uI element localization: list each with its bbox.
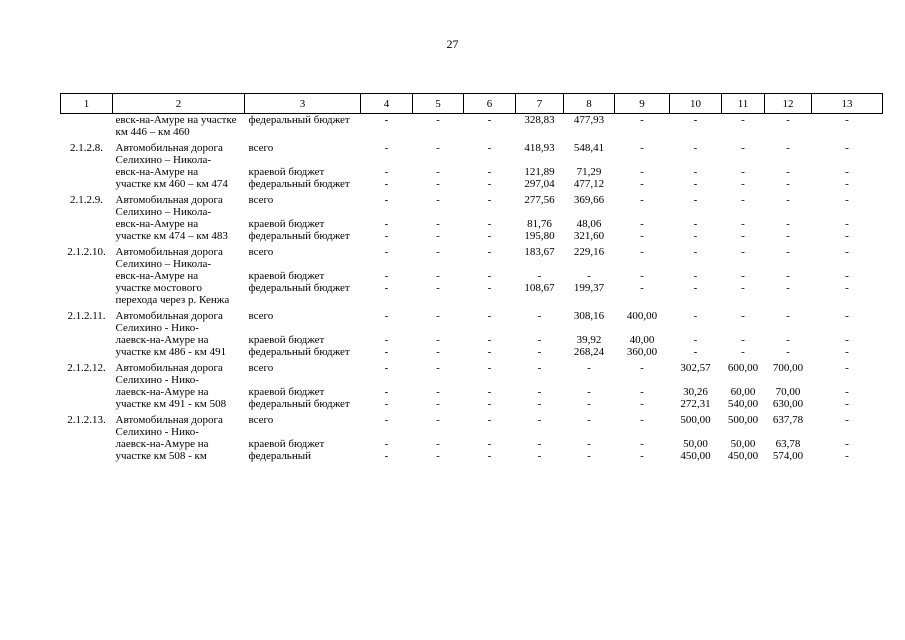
- table-row: [61, 386, 883, 398]
- item-name: Автомобильная дорога Селихино - Нико-: [115, 414, 223, 438]
- value-cell: -: [436, 414, 440, 426]
- value-cell: -: [741, 346, 745, 358]
- value-cell: -: [640, 270, 644, 282]
- value-cell: 63,78: [775, 438, 801, 450]
- value-cell: -: [693, 194, 698, 206]
- value-cell: -: [640, 282, 644, 294]
- value-cell: 574,00: [772, 450, 804, 462]
- table-row: [61, 450, 883, 462]
- value-cell: 70,00: [775, 386, 801, 398]
- value-cell: -: [384, 246, 389, 258]
- funding-source: всего: [248, 194, 274, 206]
- funding-source: федеральный бюджет: [248, 230, 350, 242]
- value-cell: -: [487, 398, 492, 410]
- column-header: 1: [61, 94, 113, 114]
- value-cell: -: [845, 166, 849, 178]
- value-cell: -: [436, 246, 440, 258]
- value-cell: 71,29: [576, 166, 602, 178]
- value-cell: -: [845, 438, 849, 450]
- value-cell: 50,00: [683, 438, 708, 450]
- value-cell: -: [845, 414, 849, 426]
- funding-source: краевой бюджет: [248, 334, 325, 346]
- value-cell: -: [384, 114, 389, 126]
- value-cell: -: [537, 438, 542, 450]
- value-cell: -: [640, 114, 644, 126]
- item-number: [61, 166, 113, 178]
- value-cell: -: [845, 218, 849, 230]
- item-number: [61, 386, 113, 398]
- value-cell: -: [487, 310, 492, 322]
- value-cell: -: [786, 310, 790, 322]
- value-cell: -: [786, 194, 790, 206]
- value-cell: -: [786, 270, 790, 282]
- value-cell: -: [436, 178, 440, 190]
- item-number: 2.1.2.13.: [67, 414, 106, 426]
- value-cell: -: [436, 438, 440, 450]
- value-cell: -: [487, 346, 492, 358]
- table-row: [61, 114, 883, 139]
- value-cell: -: [436, 450, 440, 462]
- value-cell: -: [384, 282, 389, 294]
- value-cell: -: [640, 450, 644, 462]
- item-name: участке км 474 – км 483: [115, 230, 228, 242]
- value-cell: -: [741, 218, 745, 230]
- value-cell: -: [384, 386, 389, 398]
- value-cell: -: [845, 310, 849, 322]
- value-cell: 108,67: [524, 282, 555, 294]
- value-cell: -: [640, 230, 644, 242]
- value-cell: -: [384, 230, 389, 242]
- item-name: Автомобильная дорога Селихино - Нико-: [115, 362, 223, 386]
- funding-source: краевой бюджет: [248, 386, 325, 398]
- value-cell: 308,16: [573, 310, 605, 322]
- value-cell: 548,41: [573, 142, 605, 154]
- value-cell: -: [741, 166, 745, 178]
- value-cell: -: [741, 270, 745, 282]
- item-number: [61, 450, 113, 462]
- value-cell: -: [845, 362, 849, 374]
- value-cell: -: [786, 142, 790, 154]
- value-cell: -: [384, 398, 389, 410]
- table-row: [61, 346, 883, 358]
- value-cell: -: [845, 450, 849, 462]
- funding-source: всего: [248, 414, 274, 426]
- value-cell: -: [384, 270, 389, 282]
- header-row: [61, 94, 883, 114]
- value-cell: 328,83: [524, 114, 555, 126]
- value-cell: 450,00: [727, 450, 759, 462]
- item-name: Автомобильная дорога Селихино – Никола-: [115, 142, 223, 166]
- value-cell: -: [587, 270, 591, 282]
- value-cell: -: [741, 178, 745, 190]
- value-cell: 700,00: [772, 362, 804, 374]
- value-cell: 277,56: [524, 194, 555, 206]
- value-cell: -: [640, 194, 644, 206]
- value-cell: -: [384, 218, 389, 230]
- value-cell: -: [436, 142, 440, 154]
- value-cell: -: [693, 310, 698, 322]
- value-cell: -: [384, 450, 389, 462]
- item-number: [61, 218, 113, 230]
- item-number: [61, 230, 113, 242]
- item-name: участке км 486 - км 491: [115, 346, 227, 358]
- value-cell: -: [640, 218, 644, 230]
- item-name: лаевск-на-Амуре на: [115, 334, 209, 346]
- value-cell: -: [487, 142, 492, 154]
- item-name: евск-на-Амуре на: [115, 218, 199, 230]
- funding-source: всего: [248, 310, 274, 322]
- column-header: 9: [615, 94, 670, 114]
- value-cell: -: [587, 398, 591, 410]
- value-cell: -: [384, 166, 389, 178]
- value-cell: -: [436, 230, 440, 242]
- value-cell: -: [384, 310, 389, 322]
- value-cell: -: [845, 270, 849, 282]
- value-cell: 321,60: [573, 230, 605, 242]
- value-cell: 540,00: [727, 398, 759, 410]
- value-cell: -: [786, 218, 790, 230]
- value-cell: -: [537, 450, 542, 462]
- table-row: [61, 218, 883, 230]
- value-cell: -: [786, 282, 790, 294]
- value-cell: 121,89: [524, 166, 555, 178]
- value-cell: 500,00: [680, 414, 711, 426]
- value-cell: -: [587, 450, 591, 462]
- value-cell: -: [741, 310, 745, 322]
- value-cell: -: [487, 246, 492, 258]
- table-row: [61, 410, 883, 438]
- value-cell: -: [384, 438, 389, 450]
- value-cell: -: [587, 414, 591, 426]
- value-cell: 39,92: [576, 334, 602, 346]
- value-cell: -: [640, 166, 644, 178]
- table-row: [61, 334, 883, 346]
- table-row: [61, 282, 883, 306]
- value-cell: -: [640, 386, 644, 398]
- value-cell: -: [640, 438, 644, 450]
- value-cell: -: [537, 398, 542, 410]
- value-cell: -: [436, 194, 440, 206]
- value-cell: 637,78: [772, 414, 804, 426]
- value-cell: 272,31: [680, 398, 711, 410]
- column-header: 2: [113, 94, 245, 114]
- item-name: участке мостового перехода через р. Кенжа: [115, 282, 230, 306]
- value-cell: -: [741, 334, 745, 346]
- value-cell: -: [487, 178, 492, 190]
- table-row: [61, 398, 883, 410]
- value-cell: 40,00: [629, 334, 655, 346]
- value-cell: 369,66: [573, 194, 605, 206]
- value-cell: -: [384, 334, 389, 346]
- value-cell: -: [845, 178, 849, 190]
- value-cell: -: [436, 386, 440, 398]
- value-cell: -: [845, 246, 849, 258]
- table-row: [61, 270, 883, 282]
- value-cell: -: [741, 142, 745, 154]
- value-cell: 183,67: [524, 246, 555, 258]
- value-cell: -: [537, 310, 542, 322]
- value-cell: -: [786, 334, 790, 346]
- value-cell: -: [537, 414, 542, 426]
- item-number: [61, 398, 113, 410]
- value-cell: -: [537, 334, 542, 346]
- value-cell: -: [384, 178, 389, 190]
- value-cell: -: [640, 362, 644, 374]
- item-name: евск-на-Амуре на: [115, 270, 199, 282]
- table-row: [61, 306, 883, 334]
- value-cell: -: [845, 194, 849, 206]
- value-cell: 268,24: [573, 346, 605, 358]
- item-number: [61, 334, 113, 346]
- value-cell: 297,04: [524, 178, 555, 190]
- funding-source: федеральный бюджет: [248, 178, 350, 190]
- value-cell: -: [587, 386, 591, 398]
- column-header: 7: [516, 94, 564, 114]
- table-row: [61, 358, 883, 386]
- value-cell: -: [693, 270, 698, 282]
- column-header: 12: [765, 94, 812, 114]
- value-cell: -: [786, 114, 790, 126]
- item-number: [61, 178, 113, 190]
- column-header: 11: [722, 94, 765, 114]
- value-cell: -: [436, 346, 440, 358]
- funding-source: федеральный бюджет: [248, 346, 350, 358]
- value-cell: 450,00: [680, 450, 711, 462]
- value-cell: -: [487, 450, 492, 462]
- value-cell: -: [786, 166, 790, 178]
- item-number: 2.1.2.9.: [70, 194, 103, 206]
- value-cell: -: [487, 362, 492, 374]
- value-cell: -: [487, 282, 492, 294]
- item-name: участке км 491 - км 508: [115, 398, 227, 410]
- value-cell: 360,00: [626, 346, 658, 358]
- item-name: Автомобильная дорога Селихино – Никола-: [115, 194, 223, 218]
- value-cell: -: [693, 230, 698, 242]
- funding-source: федеральный: [248, 450, 311, 462]
- table-row: [61, 190, 883, 218]
- value-cell: -: [487, 194, 492, 206]
- value-cell: -: [786, 346, 790, 358]
- value-cell: -: [786, 246, 790, 258]
- value-cell: -: [693, 178, 698, 190]
- funding-source: всего: [248, 362, 274, 374]
- item-name: Автомобильная дорога Селихино – Никола-: [115, 246, 223, 270]
- value-cell: -: [786, 230, 790, 242]
- value-cell: -: [741, 194, 745, 206]
- table-row: [61, 438, 883, 450]
- table-row: [61, 166, 883, 178]
- value-cell: -: [845, 114, 849, 126]
- value-cell: -: [487, 166, 492, 178]
- value-cell: -: [693, 282, 698, 294]
- item-number: 2.1.2.10.: [67, 246, 106, 258]
- funding-source: федеральный бюджет: [248, 282, 350, 294]
- item-name: евск-на-Амуре на участке км 446 – км 460: [115, 114, 237, 138]
- item-number: [61, 114, 113, 139]
- value-cell: 50,00: [730, 438, 756, 450]
- table-row: [61, 178, 883, 190]
- value-cell: 229,16: [573, 246, 605, 258]
- funding-source: федеральный бюджет: [248, 114, 350, 126]
- value-cell: -: [487, 218, 492, 230]
- value-cell: -: [436, 282, 440, 294]
- value-cell: -: [487, 386, 492, 398]
- item-name: Автомобильная дорога Селихино - Нико-: [115, 310, 223, 334]
- page-number: 27: [446, 37, 459, 51]
- value-cell: -: [384, 346, 389, 358]
- value-cell: -: [640, 414, 644, 426]
- item-name: лаевск-на-Амуре на: [115, 386, 209, 398]
- value-cell: -: [845, 282, 849, 294]
- funding-source: краевой бюджет: [248, 270, 325, 282]
- value-cell: 600,00: [727, 362, 759, 374]
- column-header: 5: [413, 94, 464, 114]
- funding-source: федеральный бюджет: [248, 398, 350, 410]
- value-cell: -: [537, 270, 542, 282]
- value-cell: -: [436, 166, 440, 178]
- value-cell: -: [640, 246, 644, 258]
- funding-source: всего: [248, 142, 274, 154]
- item-number: [61, 438, 113, 450]
- value-cell: -: [693, 246, 698, 258]
- funding-source: краевой бюджет: [248, 218, 325, 230]
- value-cell: 418,93: [524, 142, 555, 154]
- value-cell: -: [786, 178, 790, 190]
- funding-source: всего: [248, 246, 274, 258]
- value-cell: -: [640, 142, 644, 154]
- column-header: 13: [812, 94, 883, 114]
- value-cell: -: [436, 310, 440, 322]
- value-cell: -: [384, 362, 389, 374]
- value-cell: 48,06: [576, 218, 602, 230]
- value-cell: -: [741, 246, 745, 258]
- value-cell: 199,37: [573, 282, 605, 294]
- value-cell: 477,93: [573, 114, 605, 126]
- value-cell: -: [537, 386, 542, 398]
- column-header: 8: [564, 94, 615, 114]
- value-cell: -: [487, 230, 492, 242]
- value-cell: -: [845, 346, 849, 358]
- item-name: участке км 508 - км: [115, 450, 207, 462]
- value-cell: -: [693, 166, 698, 178]
- value-cell: -: [845, 386, 849, 398]
- item-number: 2.1.2.8.: [70, 142, 103, 154]
- value-cell: -: [436, 270, 440, 282]
- value-cell: -: [384, 194, 389, 206]
- table-body: [61, 114, 883, 463]
- value-cell: -: [693, 114, 698, 126]
- value-cell: -: [487, 114, 492, 126]
- value-cell: -: [487, 334, 492, 346]
- value-cell: -: [537, 362, 542, 374]
- funding-source: краевой бюджет: [248, 166, 325, 178]
- value-cell: 195,80: [524, 230, 555, 242]
- column-header: 4: [361, 94, 413, 114]
- value-cell: 60,00: [730, 386, 756, 398]
- value-cell: 477,12: [573, 178, 605, 190]
- value-cell: -: [693, 218, 698, 230]
- budget-table: [60, 93, 883, 462]
- value-cell: -: [587, 362, 591, 374]
- item-name: участке км 460 – км 474: [115, 178, 228, 190]
- value-cell: 302,57: [680, 362, 711, 374]
- value-cell: -: [845, 398, 849, 410]
- value-cell: -: [587, 438, 591, 450]
- table-row: [61, 230, 883, 242]
- value-cell: -: [384, 414, 389, 426]
- item-number: [61, 346, 113, 358]
- value-cell: -: [640, 398, 644, 410]
- value-cell: -: [845, 334, 849, 346]
- value-cell: -: [693, 142, 698, 154]
- value-cell: -: [693, 334, 698, 346]
- value-cell: -: [741, 114, 745, 126]
- item-number: 2.1.2.12.: [67, 362, 106, 374]
- value-cell: 81,76: [527, 218, 552, 230]
- value-cell: -: [487, 438, 492, 450]
- value-cell: -: [436, 398, 440, 410]
- value-cell: -: [640, 178, 644, 190]
- value-cell: -: [845, 230, 849, 242]
- value-cell: -: [741, 282, 745, 294]
- value-cell: -: [436, 218, 440, 230]
- table-row: [61, 138, 883, 166]
- value-cell: 30,26: [683, 386, 708, 398]
- column-header: 3: [245, 94, 361, 114]
- value-cell: -: [487, 414, 492, 426]
- item-number: [61, 270, 113, 282]
- column-header: 6: [464, 94, 516, 114]
- value-cell: -: [487, 270, 492, 282]
- value-cell: 400,00: [626, 310, 658, 322]
- item-name: евск-на-Амуре на: [115, 166, 199, 178]
- item-name: лаевск-на-Амуре на: [115, 438, 209, 450]
- funding-source: краевой бюджет: [248, 438, 325, 450]
- value-cell: 630,00: [772, 398, 804, 410]
- value-cell: -: [436, 114, 440, 126]
- column-header: 10: [670, 94, 722, 114]
- value-cell: -: [693, 346, 698, 358]
- table-row: [61, 242, 883, 270]
- value-cell: -: [436, 334, 440, 346]
- value-cell: -: [384, 142, 389, 154]
- item-number: 2.1.2.11.: [67, 310, 106, 322]
- value-cell: -: [845, 142, 849, 154]
- value-cell: 500,00: [727, 414, 759, 426]
- item-number: [61, 282, 113, 306]
- value-cell: -: [537, 346, 542, 358]
- value-cell: -: [741, 230, 745, 242]
- value-cell: -: [436, 362, 440, 374]
